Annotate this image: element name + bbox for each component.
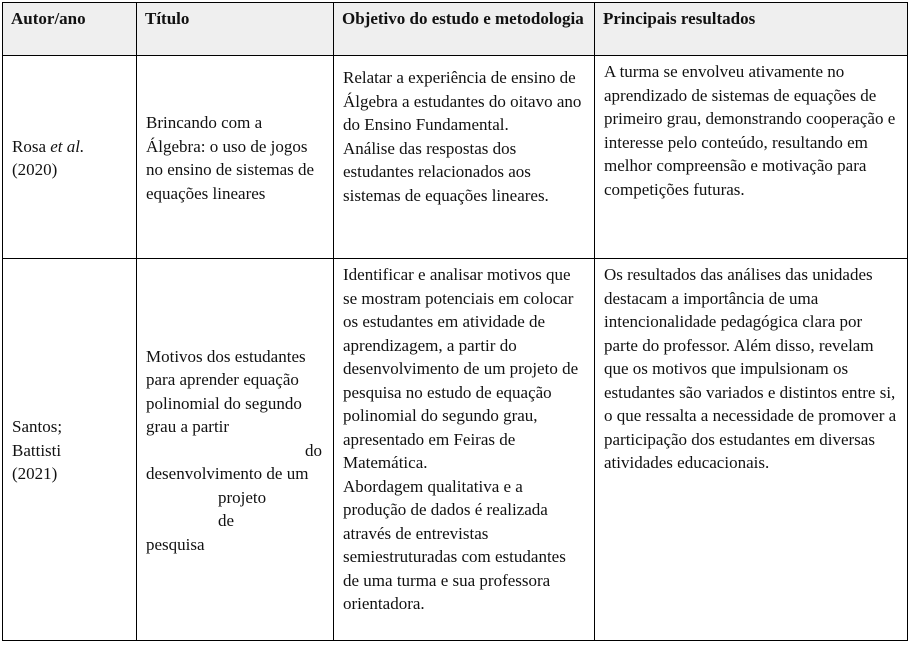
results-text: Os resultados das análises das unidades destacam a importância de uma intencionalidade pedagógica clara por parte do professor. Além disso, revelam que os motivos que impulsionam os estudantes são variados e distintos entre si, o que ressalta a necessidade de promover a participação dos estudantes em diversas atividades educacionais. — [604, 265, 897, 472]
title-text: Brincando com a Álgebra: o uso de jogos no ensino de sistemas de equações lineares — [146, 113, 315, 203]
objective-paragraph: Identificar e analisar motivos que se mostram potenciais em colocar os estudantes em atividade de aprendizagem, a partir do desenvolvimento de um projeto de pesquisa no estudo de equação polinomial do segundo grau, apresentado em Feiras de Matemática. — [343, 265, 579, 472]
author-line: Battisti — [12, 440, 62, 460]
table-row — [3, 56, 908, 259]
author-cell — [3, 56, 137, 259]
results-cell — [595, 259, 908, 641]
header-objective: Objetivo do estudo e metodologia — [334, 3, 595, 56]
literature-review-table — [2, 2, 908, 641]
header-author: Autor/ano — [3, 3, 137, 56]
author-year: (2021) — [12, 464, 58, 484]
header-results: Principais resultados — [595, 3, 908, 56]
title-cell — [137, 259, 334, 641]
title-text: desenvolvimento de um — [146, 464, 309, 484]
results-cell — [595, 56, 908, 259]
methodology-paragraph: Análise das respostas dos estudantes relacionados aos sistemas de equações lineares. — [343, 138, 549, 205]
header-row — [3, 3, 908, 56]
title-word: pesquisa — [146, 534, 205, 554]
title-word: projeto — [218, 487, 267, 507]
objective-cell — [334, 56, 595, 259]
objective-paragraph: Relatar a experiência de ensino de Álgebra a estudantes do oitavo ano do Ensino Fundamental. — [343, 68, 582, 134]
results-text: A turma se envolveu ativamente no aprendizado de sistemas de equações de primeiro grau, demonstrando cooperação e interesse pelo conteúdo, resultando em melhor compreensão e motivação para competições futuras. — [604, 62, 896, 199]
title-word: de — [218, 511, 235, 531]
author-year: (2020) — [12, 160, 58, 179]
header-title: Título — [137, 3, 334, 56]
author-cell — [3, 259, 137, 641]
author-line: Santos; — [12, 417, 63, 437]
table-row — [3, 259, 908, 641]
title-cell — [137, 56, 334, 259]
methodology-paragraph: Abordagem qualitativa e a produção de dados é realizada através de entrevistas semiestruturadas com estudantes de uma turma e sua professora orientadora. — [343, 476, 566, 613]
title-word: do — [305, 440, 322, 460]
objective-cell — [334, 259, 595, 641]
author-name: Rosa — [12, 136, 46, 156]
title-text: Motivos dos estudantes para aprender equação polinomial do segundo grau a partir — [146, 346, 306, 437]
author-etal: et al. — [50, 136, 85, 156]
